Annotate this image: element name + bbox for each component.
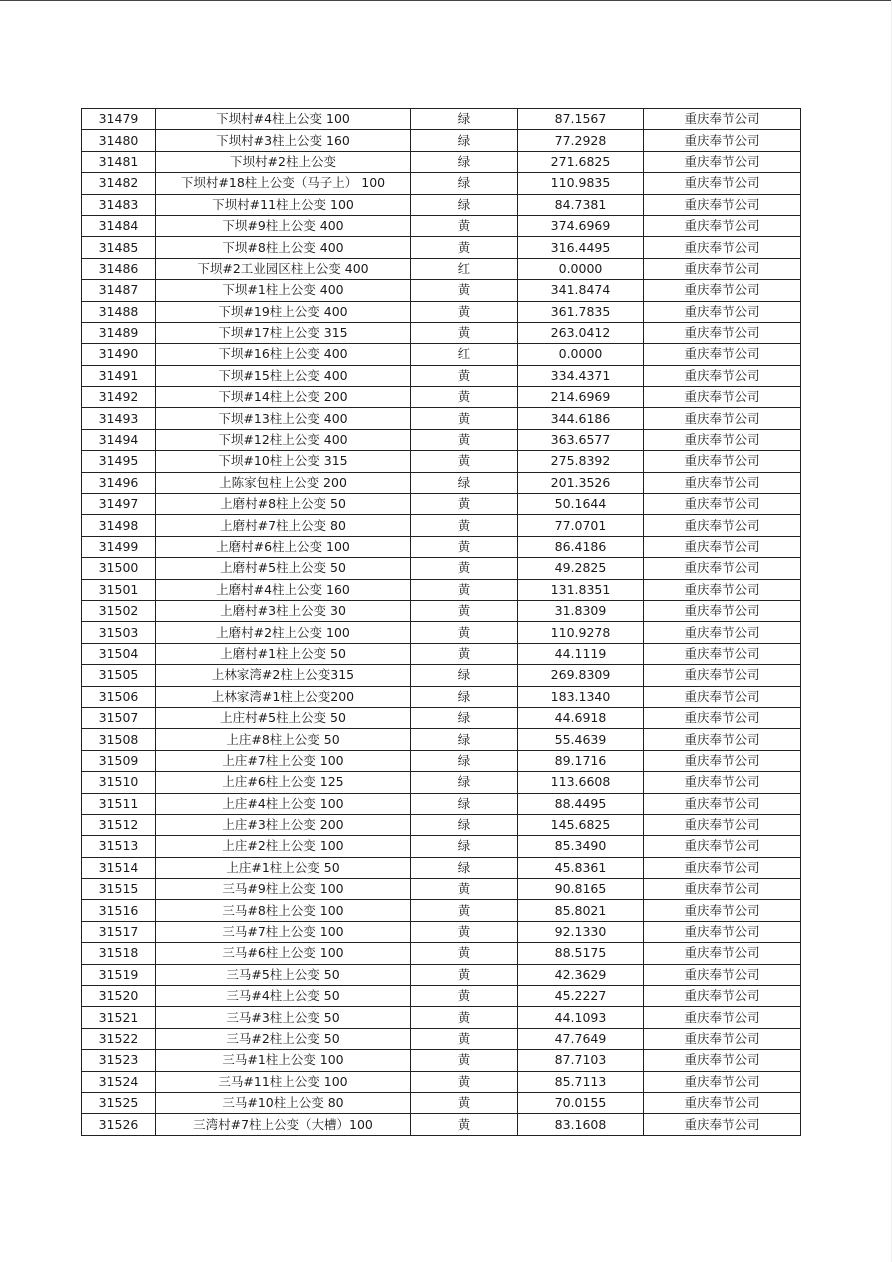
table-row bbox=[82, 879, 801, 900]
row-id-cell: 31521 bbox=[82, 1007, 156, 1028]
row-id-cell: 31487 bbox=[82, 280, 156, 301]
company-cell: 重庆奉节公司 bbox=[644, 750, 801, 771]
company-cell: 重庆奉节公司 bbox=[644, 1114, 801, 1135]
load-value-cell: 47.7649 bbox=[518, 1028, 644, 1049]
status-cell: 绿 bbox=[411, 130, 518, 151]
table-row bbox=[82, 258, 801, 279]
table-row bbox=[82, 109, 801, 130]
transformer-name-cell: 上陈家包柱上公变 200 bbox=[156, 472, 411, 493]
load-value-cell: 269.8309 bbox=[518, 665, 644, 686]
table-row bbox=[82, 429, 801, 450]
company-cell: 重庆奉节公司 bbox=[644, 558, 801, 579]
status-cell: 黄 bbox=[411, 301, 518, 322]
transformer-name-cell: 下坝#16柱上公变 400 bbox=[156, 344, 411, 365]
company-cell: 重庆奉节公司 bbox=[644, 301, 801, 322]
row-id-cell: 31479 bbox=[82, 109, 156, 130]
company-cell: 重庆奉节公司 bbox=[644, 900, 801, 921]
company-cell: 重庆奉节公司 bbox=[644, 707, 801, 728]
transformer-name-cell: 三马#4柱上公变 50 bbox=[156, 986, 411, 1007]
row-id-cell: 31526 bbox=[82, 1114, 156, 1135]
load-value-cell: 49.2825 bbox=[518, 558, 644, 579]
load-value-cell: 110.9835 bbox=[518, 173, 644, 194]
table-row bbox=[82, 1092, 801, 1113]
row-id-cell: 31495 bbox=[82, 451, 156, 472]
table-row bbox=[82, 579, 801, 600]
table-row bbox=[82, 173, 801, 194]
transformer-name-cell: 上磨村#8柱上公变 50 bbox=[156, 494, 411, 515]
load-value-cell: 45.2227 bbox=[518, 986, 644, 1007]
status-cell: 黄 bbox=[411, 921, 518, 942]
company-cell: 重庆奉节公司 bbox=[644, 579, 801, 600]
company-cell: 重庆奉节公司 bbox=[644, 643, 801, 664]
row-id-cell: 31507 bbox=[82, 707, 156, 728]
transformer-name-cell: 上庄#2柱上公变 100 bbox=[156, 836, 411, 857]
company-cell: 重庆奉节公司 bbox=[644, 215, 801, 236]
company-cell: 重庆奉节公司 bbox=[644, 494, 801, 515]
row-id-cell: 31497 bbox=[82, 494, 156, 515]
page-top-border bbox=[0, 0, 892, 1]
transformer-name-cell: 上庄#3柱上公变 200 bbox=[156, 814, 411, 835]
company-cell: 重庆奉节公司 bbox=[644, 280, 801, 301]
status-cell: 绿 bbox=[411, 686, 518, 707]
load-value-cell: 44.6918 bbox=[518, 707, 644, 728]
transformer-name-cell: 上磨村#2柱上公变 100 bbox=[156, 622, 411, 643]
load-value-cell: 201.3526 bbox=[518, 472, 644, 493]
company-cell: 重庆奉节公司 bbox=[644, 836, 801, 857]
row-id-cell: 31515 bbox=[82, 879, 156, 900]
transformer-name-cell: 上庄#7柱上公变 100 bbox=[156, 750, 411, 771]
table-row bbox=[82, 900, 801, 921]
load-value-cell: 87.1567 bbox=[518, 109, 644, 130]
load-value-cell: 88.5175 bbox=[518, 943, 644, 964]
transformer-name-cell: 上庄#6柱上公变 125 bbox=[156, 772, 411, 793]
company-cell: 重庆奉节公司 bbox=[644, 729, 801, 750]
table-row bbox=[82, 558, 801, 579]
row-id-cell: 31484 bbox=[82, 215, 156, 236]
company-cell: 重庆奉节公司 bbox=[644, 258, 801, 279]
row-id-cell: 31493 bbox=[82, 408, 156, 429]
company-cell: 重庆奉节公司 bbox=[644, 1071, 801, 1092]
transformer-name-cell: 上磨村#4柱上公变 160 bbox=[156, 579, 411, 600]
load-value-cell: 110.9278 bbox=[518, 622, 644, 643]
status-cell: 黄 bbox=[411, 322, 518, 343]
load-value-cell: 275.8392 bbox=[518, 451, 644, 472]
transformer-name-cell: 上庄#4柱上公变 100 bbox=[156, 793, 411, 814]
row-id-cell: 31480 bbox=[82, 130, 156, 151]
company-cell: 重庆奉节公司 bbox=[644, 322, 801, 343]
company-cell: 重庆奉节公司 bbox=[644, 1028, 801, 1049]
table-row bbox=[82, 130, 801, 151]
status-cell: 绿 bbox=[411, 665, 518, 686]
table-row bbox=[82, 857, 801, 878]
table-row bbox=[82, 301, 801, 322]
row-id-cell: 31483 bbox=[82, 194, 156, 215]
table-row bbox=[82, 1050, 801, 1071]
table-row bbox=[82, 408, 801, 429]
row-id-cell: 31488 bbox=[82, 301, 156, 322]
transformer-name-cell: 下坝#15柱上公变 400 bbox=[156, 365, 411, 386]
row-id-cell: 31492 bbox=[82, 387, 156, 408]
company-cell: 重庆奉节公司 bbox=[644, 173, 801, 194]
load-value-cell: 271.6825 bbox=[518, 151, 644, 172]
row-id-cell: 31499 bbox=[82, 536, 156, 557]
load-value-cell: 90.8165 bbox=[518, 879, 644, 900]
status-cell: 黄 bbox=[411, 1071, 518, 1092]
table-row bbox=[82, 665, 801, 686]
transformer-name-cell: 上磨村#5柱上公变 50 bbox=[156, 558, 411, 579]
status-cell: 黄 bbox=[411, 900, 518, 921]
transformer-name-cell: 下坝#1柱上公变 400 bbox=[156, 280, 411, 301]
table-row bbox=[82, 194, 801, 215]
load-value-cell: 341.8474 bbox=[518, 280, 644, 301]
load-value-cell: 374.6969 bbox=[518, 215, 644, 236]
company-cell: 重庆奉节公司 bbox=[644, 814, 801, 835]
transformer-name-cell: 上庄#8柱上公变 50 bbox=[156, 729, 411, 750]
row-id-cell: 31513 bbox=[82, 836, 156, 857]
transformer-name-cell: 下坝#8柱上公变 400 bbox=[156, 237, 411, 258]
company-cell: 重庆奉节公司 bbox=[644, 536, 801, 557]
table-row bbox=[82, 836, 801, 857]
row-id-cell: 31516 bbox=[82, 900, 156, 921]
load-value-cell: 85.8021 bbox=[518, 900, 644, 921]
transformer-name-cell: 上磨村#3柱上公变 30 bbox=[156, 600, 411, 621]
table-row bbox=[82, 964, 801, 985]
transformer-name-cell: 上磨村#7柱上公变 80 bbox=[156, 515, 411, 536]
company-cell: 重庆奉节公司 bbox=[644, 109, 801, 130]
load-value-cell: 363.6577 bbox=[518, 429, 644, 450]
company-cell: 重庆奉节公司 bbox=[644, 408, 801, 429]
table-row bbox=[82, 814, 801, 835]
row-id-cell: 31486 bbox=[82, 258, 156, 279]
transformer-name-cell: 下坝#10柱上公变 315 bbox=[156, 451, 411, 472]
transformer-name-cell: 下坝#17柱上公变 315 bbox=[156, 322, 411, 343]
status-cell: 红 bbox=[411, 344, 518, 365]
status-cell: 红 bbox=[411, 258, 518, 279]
transformer-name-cell: 上庄#1柱上公变 50 bbox=[156, 857, 411, 878]
table-row bbox=[82, 622, 801, 643]
transformer-name-cell: 三马#5柱上公变 50 bbox=[156, 964, 411, 985]
table-row bbox=[82, 643, 801, 664]
transformer-name-cell: 三马#1柱上公变 100 bbox=[156, 1050, 411, 1071]
status-cell: 黄 bbox=[411, 451, 518, 472]
status-cell: 黄 bbox=[411, 237, 518, 258]
status-cell: 黄 bbox=[411, 1007, 518, 1028]
company-cell: 重庆奉节公司 bbox=[644, 857, 801, 878]
status-cell: 黄 bbox=[411, 429, 518, 450]
transformer-name-cell: 上林家湾#2柱上公变315 bbox=[156, 665, 411, 686]
row-id-cell: 31508 bbox=[82, 729, 156, 750]
table-row bbox=[82, 1071, 801, 1092]
row-id-cell: 31514 bbox=[82, 857, 156, 878]
load-value-cell: 85.7113 bbox=[518, 1071, 644, 1092]
company-cell: 重庆奉节公司 bbox=[644, 686, 801, 707]
transformer-name-cell: 三马#7柱上公变 100 bbox=[156, 921, 411, 942]
table-row bbox=[82, 451, 801, 472]
row-id-cell: 31506 bbox=[82, 686, 156, 707]
row-id-cell: 31496 bbox=[82, 472, 156, 493]
table-row bbox=[82, 772, 801, 793]
table-row bbox=[82, 729, 801, 750]
table-row bbox=[82, 344, 801, 365]
status-cell: 黄 bbox=[411, 879, 518, 900]
load-value-cell: 86.4186 bbox=[518, 536, 644, 557]
status-cell: 黄 bbox=[411, 1050, 518, 1071]
transformer-table bbox=[81, 108, 801, 1136]
row-id-cell: 31520 bbox=[82, 986, 156, 1007]
row-id-cell: 31523 bbox=[82, 1050, 156, 1071]
company-cell: 重庆奉节公司 bbox=[644, 1007, 801, 1028]
table-row bbox=[82, 322, 801, 343]
status-cell: 黄 bbox=[411, 1092, 518, 1113]
load-value-cell: 50.1644 bbox=[518, 494, 644, 515]
company-cell: 重庆奉节公司 bbox=[644, 665, 801, 686]
transformer-name-cell: 三马#9柱上公变 100 bbox=[156, 879, 411, 900]
table-row bbox=[82, 707, 801, 728]
load-value-cell: 55.4639 bbox=[518, 729, 644, 750]
row-id-cell: 31522 bbox=[82, 1028, 156, 1049]
row-id-cell: 31512 bbox=[82, 814, 156, 835]
status-cell: 黄 bbox=[411, 408, 518, 429]
transformer-name-cell: 三湾村#7柱上公变（大槽）100 bbox=[156, 1114, 411, 1135]
company-cell: 重庆奉节公司 bbox=[644, 622, 801, 643]
load-value-cell: 84.7381 bbox=[518, 194, 644, 215]
table-body bbox=[82, 109, 801, 1136]
company-cell: 重庆奉节公司 bbox=[644, 344, 801, 365]
row-id-cell: 31503 bbox=[82, 622, 156, 643]
table-row bbox=[82, 600, 801, 621]
table-row bbox=[82, 237, 801, 258]
load-value-cell: 89.1716 bbox=[518, 750, 644, 771]
transformer-name-cell: 下坝村#18柱上公变（马子上） 100 bbox=[156, 173, 411, 194]
row-id-cell: 31491 bbox=[82, 365, 156, 386]
company-cell: 重庆奉节公司 bbox=[644, 515, 801, 536]
status-cell: 绿 bbox=[411, 173, 518, 194]
transformer-name-cell: 下坝村#11柱上公变 100 bbox=[156, 194, 411, 215]
company-cell: 重庆奉节公司 bbox=[644, 964, 801, 985]
load-value-cell: 0.0000 bbox=[518, 258, 644, 279]
transformer-name-cell: 下坝村#3柱上公变 160 bbox=[156, 130, 411, 151]
transformer-name-cell: 下坝#13柱上公变 400 bbox=[156, 408, 411, 429]
load-value-cell: 361.7835 bbox=[518, 301, 644, 322]
row-id-cell: 31504 bbox=[82, 643, 156, 664]
company-cell: 重庆奉节公司 bbox=[644, 793, 801, 814]
load-value-cell: 263.0412 bbox=[518, 322, 644, 343]
status-cell: 黄 bbox=[411, 387, 518, 408]
load-value-cell: 92.1330 bbox=[518, 921, 644, 942]
company-cell: 重庆奉节公司 bbox=[644, 237, 801, 258]
row-id-cell: 31524 bbox=[82, 1071, 156, 1092]
transformer-name-cell: 上林家湾#1柱上公变200 bbox=[156, 686, 411, 707]
status-cell: 黄 bbox=[411, 494, 518, 515]
status-cell: 黄 bbox=[411, 579, 518, 600]
table-row bbox=[82, 1028, 801, 1049]
table-row bbox=[82, 215, 801, 236]
transformer-name-cell: 下坝村#2柱上公变 bbox=[156, 151, 411, 172]
load-value-cell: 344.6186 bbox=[518, 408, 644, 429]
transformer-name-cell: 上磨村#6柱上公变 100 bbox=[156, 536, 411, 557]
company-cell: 重庆奉节公司 bbox=[644, 472, 801, 493]
table-row bbox=[82, 1114, 801, 1135]
table-row bbox=[82, 986, 801, 1007]
status-cell: 绿 bbox=[411, 109, 518, 130]
table-row bbox=[82, 1007, 801, 1028]
load-value-cell: 44.1119 bbox=[518, 643, 644, 664]
load-value-cell: 183.1340 bbox=[518, 686, 644, 707]
status-cell: 黄 bbox=[411, 536, 518, 557]
row-id-cell: 31485 bbox=[82, 237, 156, 258]
status-cell: 绿 bbox=[411, 472, 518, 493]
company-cell: 重庆奉节公司 bbox=[644, 130, 801, 151]
status-cell: 黄 bbox=[411, 215, 518, 236]
transformer-name-cell: 下坝村#4柱上公变 100 bbox=[156, 109, 411, 130]
row-id-cell: 31517 bbox=[82, 921, 156, 942]
table-row bbox=[82, 921, 801, 942]
row-id-cell: 31510 bbox=[82, 772, 156, 793]
table-row bbox=[82, 536, 801, 557]
transformer-name-cell: 上庄村#5柱上公变 50 bbox=[156, 707, 411, 728]
row-id-cell: 31501 bbox=[82, 579, 156, 600]
row-id-cell: 31498 bbox=[82, 515, 156, 536]
row-id-cell: 31489 bbox=[82, 322, 156, 343]
load-value-cell: 31.8309 bbox=[518, 600, 644, 621]
status-cell: 黄 bbox=[411, 1114, 518, 1135]
status-cell: 绿 bbox=[411, 793, 518, 814]
company-cell: 重庆奉节公司 bbox=[644, 879, 801, 900]
transformer-name-cell: 三马#6柱上公变 100 bbox=[156, 943, 411, 964]
company-cell: 重庆奉节公司 bbox=[644, 1092, 801, 1113]
status-cell: 黄 bbox=[411, 365, 518, 386]
company-cell: 重庆奉节公司 bbox=[644, 600, 801, 621]
row-id-cell: 31481 bbox=[82, 151, 156, 172]
load-value-cell: 77.2928 bbox=[518, 130, 644, 151]
load-value-cell: 214.6969 bbox=[518, 387, 644, 408]
status-cell: 绿 bbox=[411, 857, 518, 878]
transformer-name-cell: 下坝#19柱上公变 400 bbox=[156, 301, 411, 322]
table-row bbox=[82, 494, 801, 515]
row-id-cell: 31509 bbox=[82, 750, 156, 771]
row-id-cell: 31502 bbox=[82, 600, 156, 621]
status-cell: 绿 bbox=[411, 194, 518, 215]
table-row bbox=[82, 387, 801, 408]
company-cell: 重庆奉节公司 bbox=[644, 943, 801, 964]
status-cell: 黄 bbox=[411, 1028, 518, 1049]
transformer-name-cell: 三马#10柱上公变 80 bbox=[156, 1092, 411, 1113]
status-cell: 绿 bbox=[411, 772, 518, 793]
status-cell: 黄 bbox=[411, 986, 518, 1007]
transformer-name-cell: 下坝#2工业园区柱上公变 400 bbox=[156, 258, 411, 279]
table-row bbox=[82, 686, 801, 707]
load-value-cell: 145.6825 bbox=[518, 814, 644, 835]
row-id-cell: 31519 bbox=[82, 964, 156, 985]
load-value-cell: 83.1608 bbox=[518, 1114, 644, 1135]
load-value-cell: 42.3629 bbox=[518, 964, 644, 985]
table-row bbox=[82, 151, 801, 172]
row-id-cell: 31505 bbox=[82, 665, 156, 686]
company-cell: 重庆奉节公司 bbox=[644, 986, 801, 1007]
table-row bbox=[82, 943, 801, 964]
transformer-name-cell: 上磨村#1柱上公变 50 bbox=[156, 643, 411, 664]
status-cell: 黄 bbox=[411, 643, 518, 664]
status-cell: 黄 bbox=[411, 964, 518, 985]
row-id-cell: 31500 bbox=[82, 558, 156, 579]
row-id-cell: 31518 bbox=[82, 943, 156, 964]
load-value-cell: 0.0000 bbox=[518, 344, 644, 365]
company-cell: 重庆奉节公司 bbox=[644, 151, 801, 172]
load-value-cell: 131.8351 bbox=[518, 579, 644, 600]
company-cell: 重庆奉节公司 bbox=[644, 387, 801, 408]
status-cell: 黄 bbox=[411, 280, 518, 301]
status-cell: 绿 bbox=[411, 836, 518, 857]
table-row bbox=[82, 515, 801, 536]
company-cell: 重庆奉节公司 bbox=[644, 365, 801, 386]
row-id-cell: 31494 bbox=[82, 429, 156, 450]
load-value-cell: 88.4495 bbox=[518, 793, 644, 814]
company-cell: 重庆奉节公司 bbox=[644, 451, 801, 472]
table-row bbox=[82, 793, 801, 814]
status-cell: 黄 bbox=[411, 943, 518, 964]
transformer-name-cell: 下坝#12柱上公变 400 bbox=[156, 429, 411, 450]
transformer-name-cell: 三马#11柱上公变 100 bbox=[156, 1071, 411, 1092]
transformer-name-cell: 三马#2柱上公变 50 bbox=[156, 1028, 411, 1049]
transformer-name-cell: 下坝#9柱上公变 400 bbox=[156, 215, 411, 236]
status-cell: 绿 bbox=[411, 151, 518, 172]
status-cell: 黄 bbox=[411, 558, 518, 579]
company-cell: 重庆奉节公司 bbox=[644, 429, 801, 450]
status-cell: 黄 bbox=[411, 600, 518, 621]
row-id-cell: 31490 bbox=[82, 344, 156, 365]
load-value-cell: 44.1093 bbox=[518, 1007, 644, 1028]
company-cell: 重庆奉节公司 bbox=[644, 772, 801, 793]
status-cell: 黄 bbox=[411, 515, 518, 536]
row-id-cell: 31525 bbox=[82, 1092, 156, 1113]
status-cell: 绿 bbox=[411, 707, 518, 728]
table-row bbox=[82, 365, 801, 386]
load-value-cell: 70.0155 bbox=[518, 1092, 644, 1113]
load-value-cell: 113.6608 bbox=[518, 772, 644, 793]
load-value-cell: 45.8361 bbox=[518, 857, 644, 878]
company-cell: 重庆奉节公司 bbox=[644, 1050, 801, 1071]
company-cell: 重庆奉节公司 bbox=[644, 921, 801, 942]
transformer-name-cell: 下坝#14柱上公变 200 bbox=[156, 387, 411, 408]
company-cell: 重庆奉节公司 bbox=[644, 194, 801, 215]
load-value-cell: 334.4371 bbox=[518, 365, 644, 386]
table-row bbox=[82, 280, 801, 301]
load-value-cell: 316.4495 bbox=[518, 237, 644, 258]
row-id-cell: 31511 bbox=[82, 793, 156, 814]
transformer-name-cell: 三马#8柱上公变 100 bbox=[156, 900, 411, 921]
load-value-cell: 87.7103 bbox=[518, 1050, 644, 1071]
load-value-cell: 85.3490 bbox=[518, 836, 644, 857]
row-id-cell: 31482 bbox=[82, 173, 156, 194]
load-value-cell: 77.0701 bbox=[518, 515, 644, 536]
status-cell: 绿 bbox=[411, 750, 518, 771]
transformer-name-cell: 三马#3柱上公变 50 bbox=[156, 1007, 411, 1028]
status-cell: 黄 bbox=[411, 622, 518, 643]
table-row bbox=[82, 750, 801, 771]
table-row bbox=[82, 472, 801, 493]
status-cell: 绿 bbox=[411, 814, 518, 835]
status-cell: 绿 bbox=[411, 729, 518, 750]
